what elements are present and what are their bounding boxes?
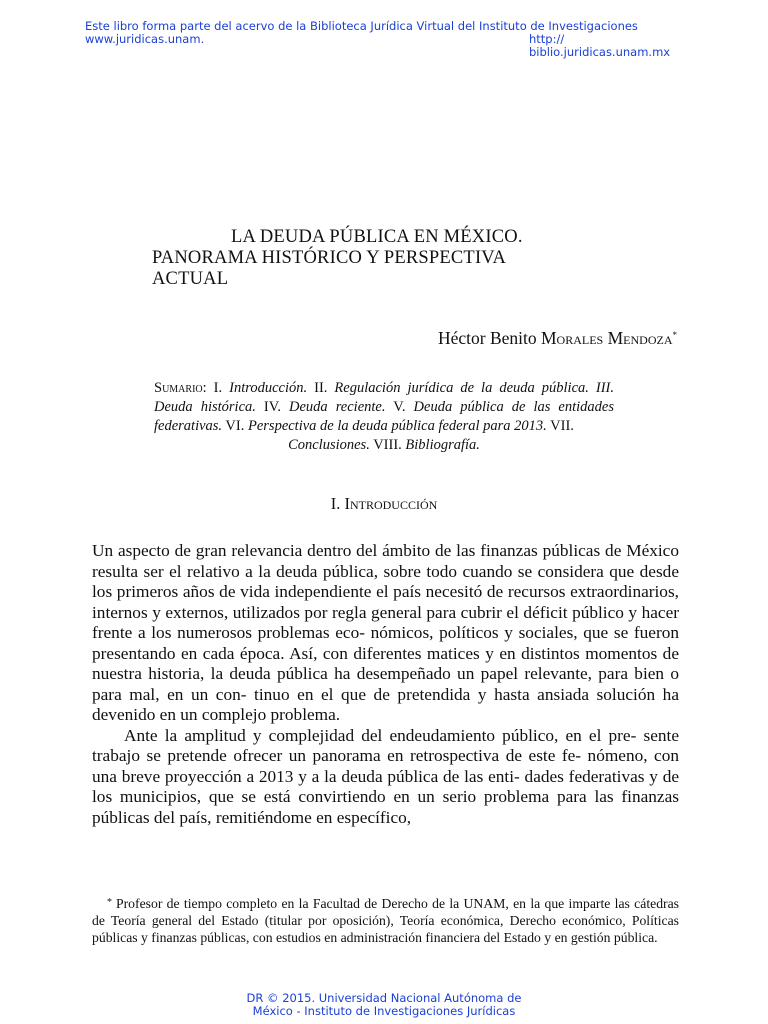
- footnote-text: Profesor de tiempo completo en la Facultad de Derecho de la UNAM, en la que imparte las cátedras de Teoría general del Estado (titular por oposición), Teoría económica, Derecho económico, Políticas públicas y finanzas públicas, con estudios en administración financiera del Estado y en gestión pública.: [92, 896, 679, 945]
- copyright-notice-clipped: México - Instituto de Investigaciones Jurídicas: [252, 1004, 516, 1018]
- summary-item: Regulación jurídica de la deuda pública. III.: [334, 380, 614, 396]
- body-paragraph-1: Un aspecto de gran relevancia dentro del ámbito de las finanzas públicas de México resulta ser el relativo a la deuda pública, sobre todo cuando se considera que desde los primeros años de vida independiente el país necesitó de recursos extraordinarios, internos y externos, utilizados por regla general para cubrir el déficit público y hacer frente a los numerosos problemas eco- nómicos, políticos y sociales, que se fueron presentando en cada época. Así, con diferentes matices y en distintos momentos de nuestra historia, la deuda pública ha desempeñado un papel relevante, para bien o para mal, en un con- tinuo en el que de pretendida y hasta ansiada solución ha devenido en un complejo problema.: [92, 541, 679, 724]
- summary-item: Perspectiva de la deuda pública federal para 2013.: [247, 418, 547, 434]
- footnote-mark: *: [107, 897, 112, 908]
- repository-link-left[interactable]: www.juridicas.unam.: [85, 32, 205, 46]
- summary-item: Introducción.: [229, 380, 308, 396]
- summary-item: Deuda histórica.: [154, 399, 256, 415]
- summary-text: VIII.: [369, 437, 406, 453]
- summary-item: Deuda reciente.: [289, 399, 386, 415]
- author-given-name: Héctor Benito: [437, 328, 541, 348]
- summary-text: VII.: [546, 418, 574, 434]
- section-numeral: I.: [330, 494, 345, 513]
- summary-text: II.: [307, 380, 335, 396]
- author-surname: Morales Mendoza: [541, 328, 673, 348]
- summary-text: IV.: [255, 399, 289, 415]
- section-title: Introducción: [344, 494, 438, 513]
- summary-item: Deuda pública de las entidades federativas.: [154, 399, 614, 434]
- article-title-line-2: PANORAMA HISTÓRICO Y PERSPECTIVA: [152, 248, 507, 268]
- body-paragraph-2: Ante la amplitud y complejidad del endeudamiento público, en el pre- sente trabajo se pretende ofrecer un panorama en retrospectiva de este fe- nómeno, con una breve proyección a 2013 y a la deuda pública de las enti- dades federativas y de los municipios, que se está convirtiendo en un serio problema para las finanzas públicas del país, remitiéndome en específico,: [92, 725, 679, 827]
- article-title-line-3: ACTUAL: [152, 269, 229, 289]
- repository-link-clipped[interactable]: biblio.juridicas.unam.mx: [529, 45, 671, 59]
- repository-notice-text: Este libro forma parte del acervo de la Biblioteca Jurídica Virtual del Instituto de Investigaciones: [85, 19, 638, 33]
- summary-text: V.: [385, 399, 414, 415]
- footnote: [92, 894, 679, 946]
- article-summary: [154, 379, 614, 455]
- summary-item: Conclusiones.: [288, 437, 370, 453]
- article-title-line-1: LA DEUDA PÚBLICA EN MÉXICO.: [231, 227, 523, 247]
- repository-link-right[interactable]: http://: [529, 32, 565, 46]
- author-name: [438, 325, 677, 348]
- article-title: [152, 227, 622, 290]
- summary-text: : I.: [202, 380, 230, 396]
- summary-label: Sumario: [154, 380, 203, 396]
- summary-item: Bibliografía.: [405, 437, 480, 453]
- repository-notice: [85, 19, 685, 59]
- copyright-notice: DR © 2015. Universidad Nacional Autónoma de: [246, 991, 522, 1005]
- section-heading: [0, 494, 768, 514]
- summary-text: VI.: [222, 418, 248, 434]
- summary-last-line: [154, 436, 614, 455]
- author-footnote-mark[interactable]: *: [672, 330, 677, 340]
- body-text: [92, 541, 679, 828]
